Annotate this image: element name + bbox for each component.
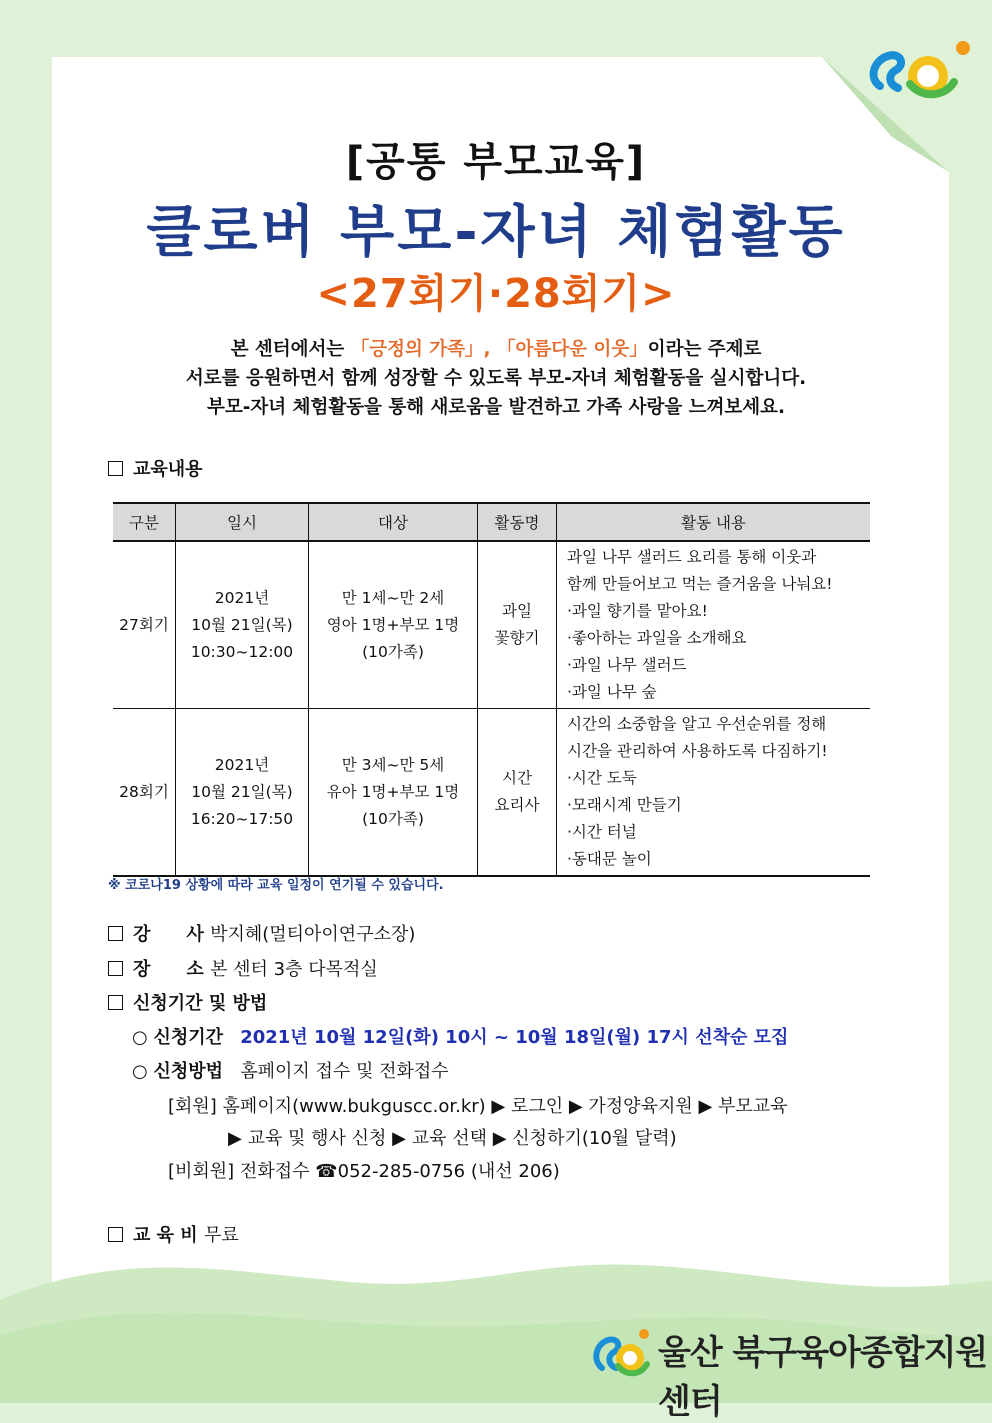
center-logo-footer-icon <box>592 1320 652 1380</box>
intro-line-3: 부모-자녀 체험활동을 통해 새로움을 발견하고 가족 사랑을 느껴보세요. <box>206 397 786 418</box>
title-program-name: 클로버 부모-자녀 체험활동 <box>146 200 846 265</box>
intro-line-1: 본 센터에서는 「긍정의 가족」, 「아름다운 이웃」이라는 주제로 <box>230 339 762 360</box>
covid-note: ※ 코로나19 상황에 따라 교육 일정이 연기될 수 있습니다. <box>108 878 444 893</box>
cell-session: 28회기 <box>113 709 176 877</box>
schedule-table <box>113 502 870 877</box>
member-steps-line-2: ▶ 교육 및 행사 신청 ▶ 교육 선택 ▶ 신청하기(10월 달력) <box>228 1128 677 1149</box>
th-target: 대상 <box>309 503 478 541</box>
application-method: ○ 신청방법 홈페이지 접수 및 전화접수 <box>132 1061 449 1082</box>
checkbox-square-icon <box>108 461 123 476</box>
cell-datetime: 2021년 10월 21일(목) 10:30~12:00 <box>176 541 309 709</box>
section-instructor: 강 사 박지혜(멀티아이연구소장) <box>108 920 415 946</box>
th-activity-content: 활동 내용 <box>557 503 871 541</box>
cell-activity-name: 과일 꽃향기 <box>478 541 557 709</box>
section-application: 신청기간 및 방법 <box>108 989 267 1015</box>
intro-highlight-neighbor: 「아름다운 이웃」 <box>497 339 648 360</box>
section-fee: 교 육 비 무료 <box>108 1221 239 1247</box>
center-logo-icon <box>866 34 976 104</box>
checkbox-square-icon <box>108 995 123 1010</box>
section-education-content: 교육내용 <box>108 455 203 481</box>
member-steps-line-1: [회원] 홈페이지(www.bukguscc.or.kr) ▶ 로그인 ▶ 가정양육지원 ▶ 부모교육 <box>168 1096 788 1117</box>
intro-highlight-family: 「긍정의 가족」 <box>350 339 484 360</box>
checkbox-square-icon <box>108 961 123 976</box>
th-datetime: 일시 <box>176 503 309 541</box>
cell-session: 27회기 <box>113 541 176 709</box>
cell-datetime: 2021년 10월 21일(목) 16:20~17:50 <box>176 709 309 877</box>
title-common-education: [공통 부모교육] <box>345 139 647 185</box>
th-activity-name: 활동명 <box>478 503 557 541</box>
intro-text <box>0 335 992 422</box>
footer-org-name: 울산 북구육아종합지원센터 <box>658 1333 988 1422</box>
intro-line-2: 서로를 응원하면서 함께 성장할 수 있도록 부모-자녀 체험활동을 실시합니다. <box>185 368 807 389</box>
cell-activity-name: 시간 요리사 <box>478 709 557 877</box>
th-category: 구분 <box>113 503 176 541</box>
circle-bullet-icon: ○ <box>132 1027 148 1048</box>
nonmember-phone: [비회원] 전화접수 ☎052-285-0756 (내선 206) <box>168 1161 560 1182</box>
title-sessions: <27회기·28회기> <box>316 271 676 317</box>
cell-target: 만 1세~만 2세 영아 1명+부모 1명 (10가족) <box>309 541 478 709</box>
cell-activity-content: 시간의 소중함을 알고 우선순위를 정해 시간을 관리하여 사용하도록 다짐하기! ·시간 도둑 ·모래시계 만들기 ·시간 터널 ·동대문 놀이 <box>557 709 871 877</box>
checkbox-square-icon <box>108 1227 123 1242</box>
checkbox-square-icon <box>108 926 123 941</box>
cell-target: 만 3세~만 5세 유아 1명+부모 1명 (10가족) <box>309 709 478 877</box>
table-header-row <box>113 503 870 541</box>
cell-activity-content: 과일 나무 샐러드 요리를 통해 이웃과 함께 만들어보고 먹는 즐거움을 나눠요! ·과일 향기를 맡아요! ·좋아하는 과일을 소개해요 ·과일 나무 샐러드 ·과일 나무 숲 <box>557 541 871 709</box>
table-row <box>113 541 870 709</box>
table-row <box>113 709 870 877</box>
application-period: ○ 신청기간 2021년 10월 12일(화) 10시 ~ 10월 18일(월) 17시 선착순 모집 <box>132 1027 789 1048</box>
circle-bullet-icon: ○ <box>132 1061 148 1082</box>
section-place: 장 소 본 센터 3층 다목적실 <box>108 955 378 981</box>
